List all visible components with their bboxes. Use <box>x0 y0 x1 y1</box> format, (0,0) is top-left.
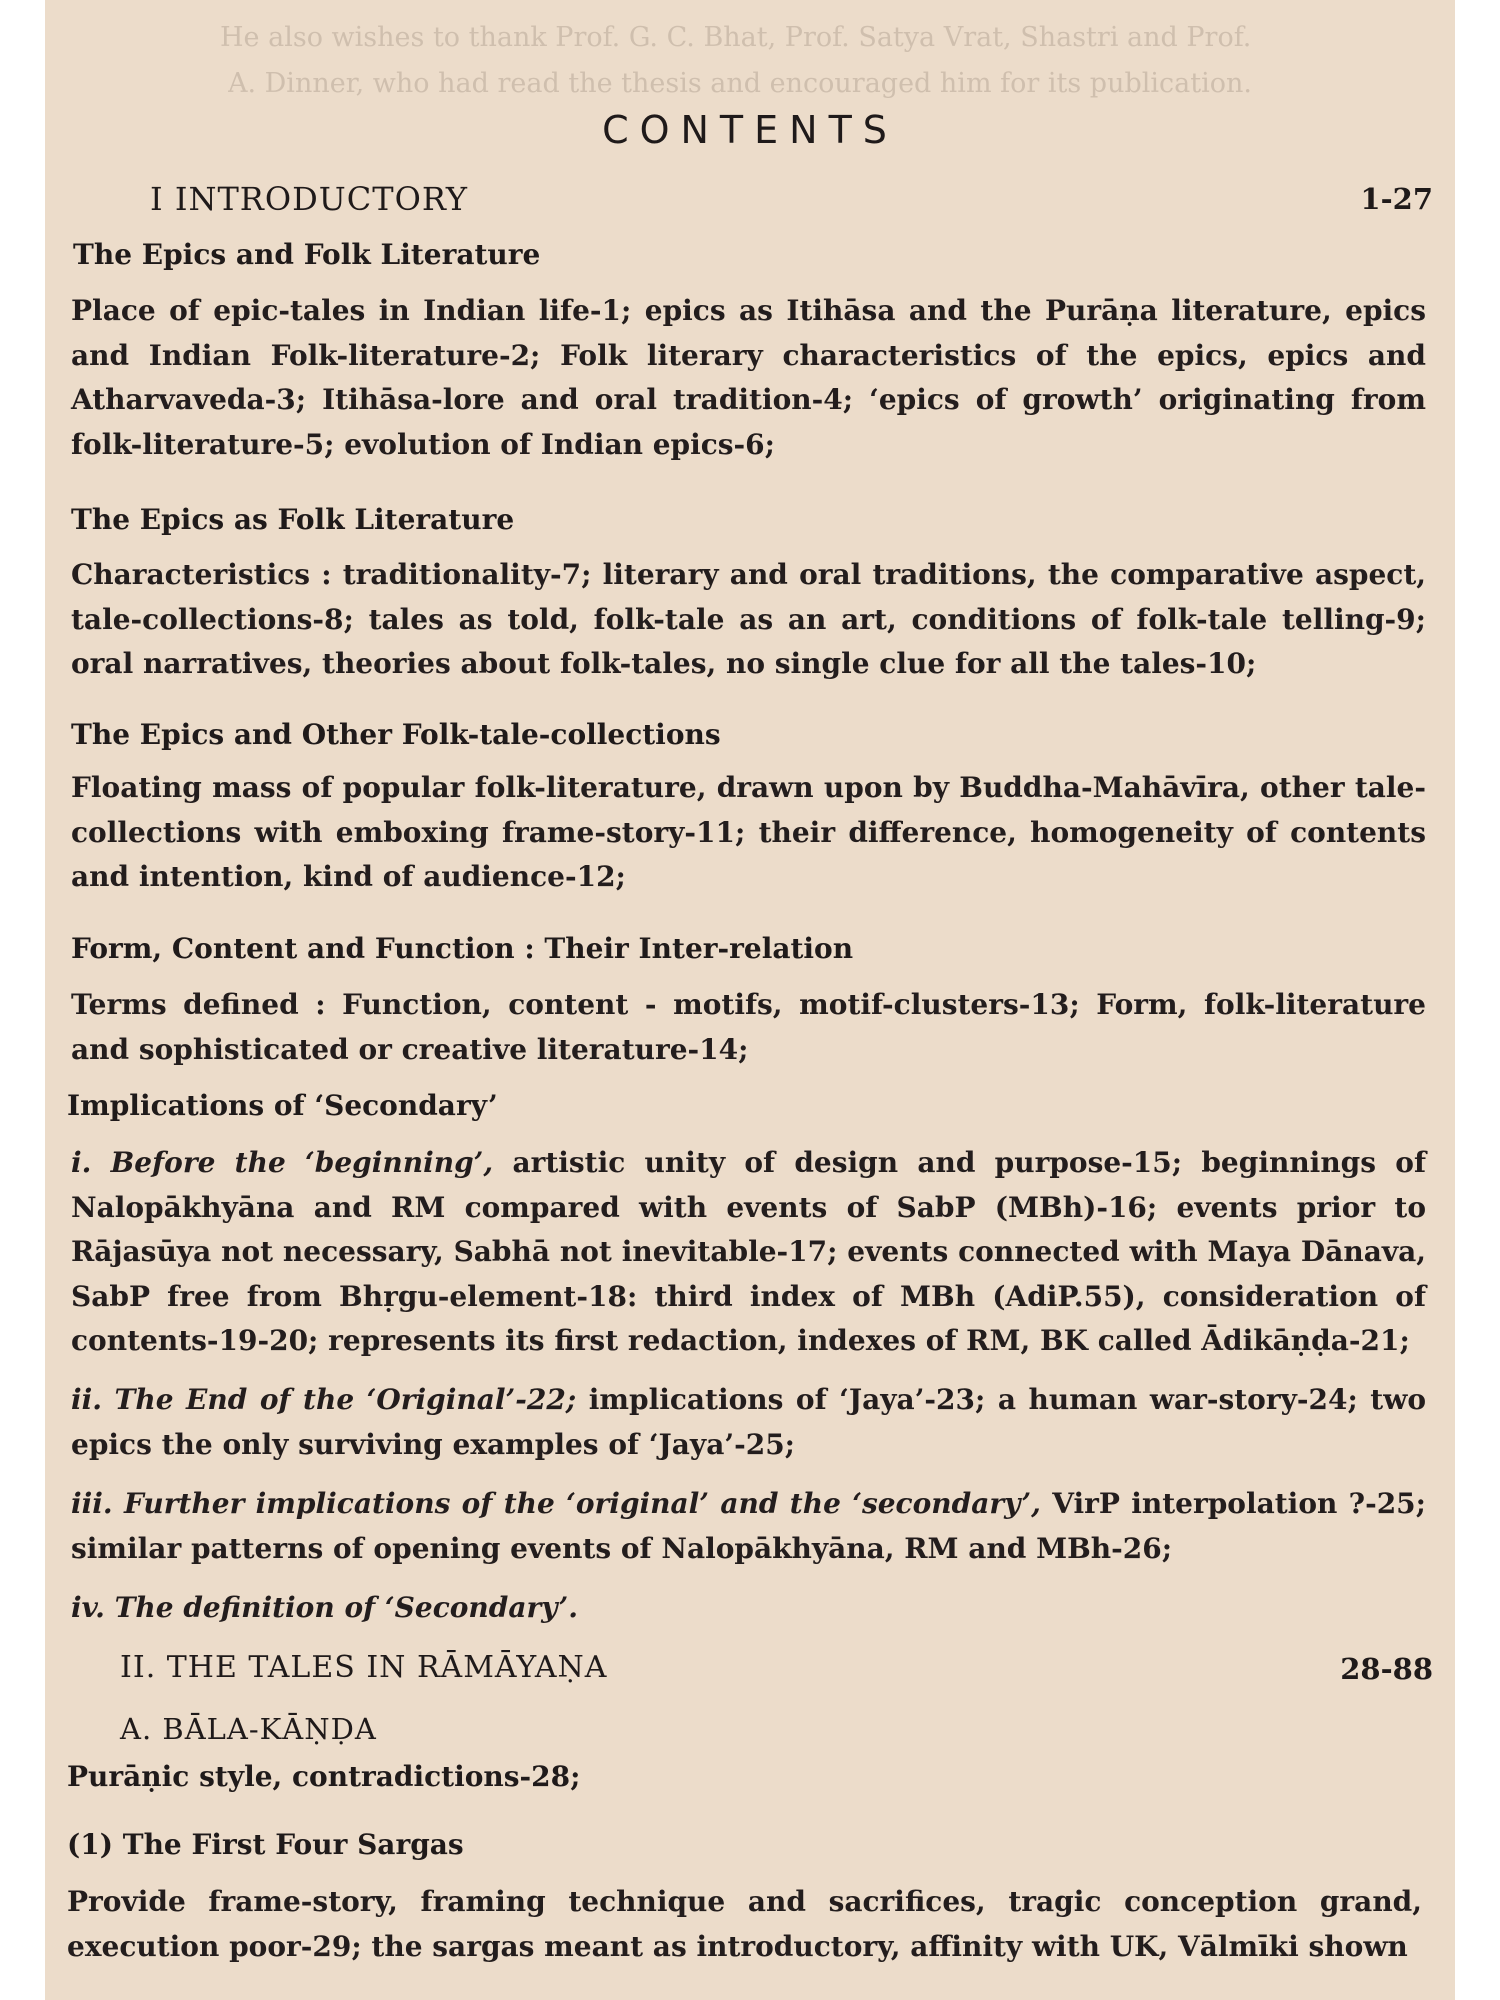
section-text: Terms defined : Function, content - motifs, motif-clusters-13; Form, folk-literature and sophisticated or creative literature-14; <box>71 988 1426 1066</box>
bleed-through-text: He also wishes to thank Prof. G. C. Bhat, Prof. Satya Vrat, Shastri and Prof. <box>220 22 1252 53</box>
item-text: implications of ‘Jaya’-23; a human war-story-24; two epics the only surviving examples of ‘Jaya’-25; <box>71 1383 1427 1461</box>
item-lead: ii. The End of the ‘Original’-22; <box>71 1383 577 1416</box>
item-text: VirP interpolation ?-25; similar patterns of opening events of Nalopākhyāna, RM and MBh-26; <box>71 1487 1427 1565</box>
chapter-page-range: 28-88 <box>1340 1652 1433 1686</box>
item-lead: iv. The definition of ‘Secondary’. <box>71 1591 579 1624</box>
section-heading: The Epics and Folk Literature <box>73 238 541 271</box>
book-page <box>45 0 1455 2000</box>
section-heading: Implications of ‘Secondary’ <box>67 1089 498 1122</box>
subsection-heading: (1) The First Four Sargas <box>67 1828 464 1861</box>
section-text: Floating mass of popular folk-literature, drawn upon by Buddha-Mahāvīra, other tale-collections with emboxing frame-story-11; their difference, homogeneity of contents and intention, kind of audience-12; <box>71 771 1426 893</box>
list-item <box>71 1141 1426 1364</box>
section-text: Place of epic-tales in Indian life-1; epics as Itihāsa and the Purāṇa literature, epics and Indian Folk-literature-2; Folk literary characteristics of the epics, epics and Atharvaveda-3; Itihāsa-lore and oral tradition-4; ‘epics of growth’ originating from folk-literature-5; evolution of Indian epics-6; <box>71 294 1426 461</box>
item-lead: iii. Further implications of the ‘original’ and the ‘secondary’, <box>71 1487 1041 1520</box>
chapter-heading: II. THE TALES IN RĀMĀYAṆA <box>120 1650 608 1685</box>
chapter-page-range: 1-27 <box>1360 182 1433 216</box>
section-text: Characteristics : traditionality-7; literary and oral traditions, the comparative aspect, tale-collections-8; tales as told, folk-tale as an art, conditions of folk-tale telling-9; oral narratives, theories about folk-tales, no single clue for all the tales-10; <box>71 558 1426 680</box>
list-item <box>71 1378 1426 1467</box>
part-text: Purāṇic style, contradictions-28; <box>67 1760 581 1793</box>
section-heading: Form, Content and Function : Their Inter-relation <box>71 932 854 965</box>
page-title: CONTENTS <box>602 108 898 152</box>
item-lead: i. Before the ‘beginning’, <box>71 1146 494 1179</box>
list-item <box>71 1586 1426 1631</box>
chapter-heading: I INTRODUCTORY <box>150 180 469 218</box>
item-text: artistic unity of design and purpose-15; beginnings of Nalopākhyāna and RM compared with events of SabP (MBh)-16; events prior to Rājasūya not necessary, Sabhā not inevitable-17; events connected with Maya Dānava, SabP free from Bhṛgu-element-18: third index of MBh (AdiP.55), consideration of contents-19-20; represents its first redaction, indexes of RM, BK called Ādikāṇḍa-21; <box>71 1146 1426 1357</box>
section-heading: The Epics as Folk Literature <box>71 503 515 536</box>
list-item <box>71 1482 1426 1571</box>
section-heading: The Epics and Other Folk-tale-collections <box>71 718 721 751</box>
part-heading: A. BĀLA-KĀṆḌA <box>120 1712 377 1746</box>
bleed-through-text: A. Dinner, who had read the thesis and encouraged him for its publication. <box>228 68 1252 99</box>
subsection-text: Provide frame-story, framing technique and sacrifices, tragic conception grand, execution poor-29; the sargas meant as introductory, affinity with UK, Vālmīki shown <box>67 1885 1422 1963</box>
